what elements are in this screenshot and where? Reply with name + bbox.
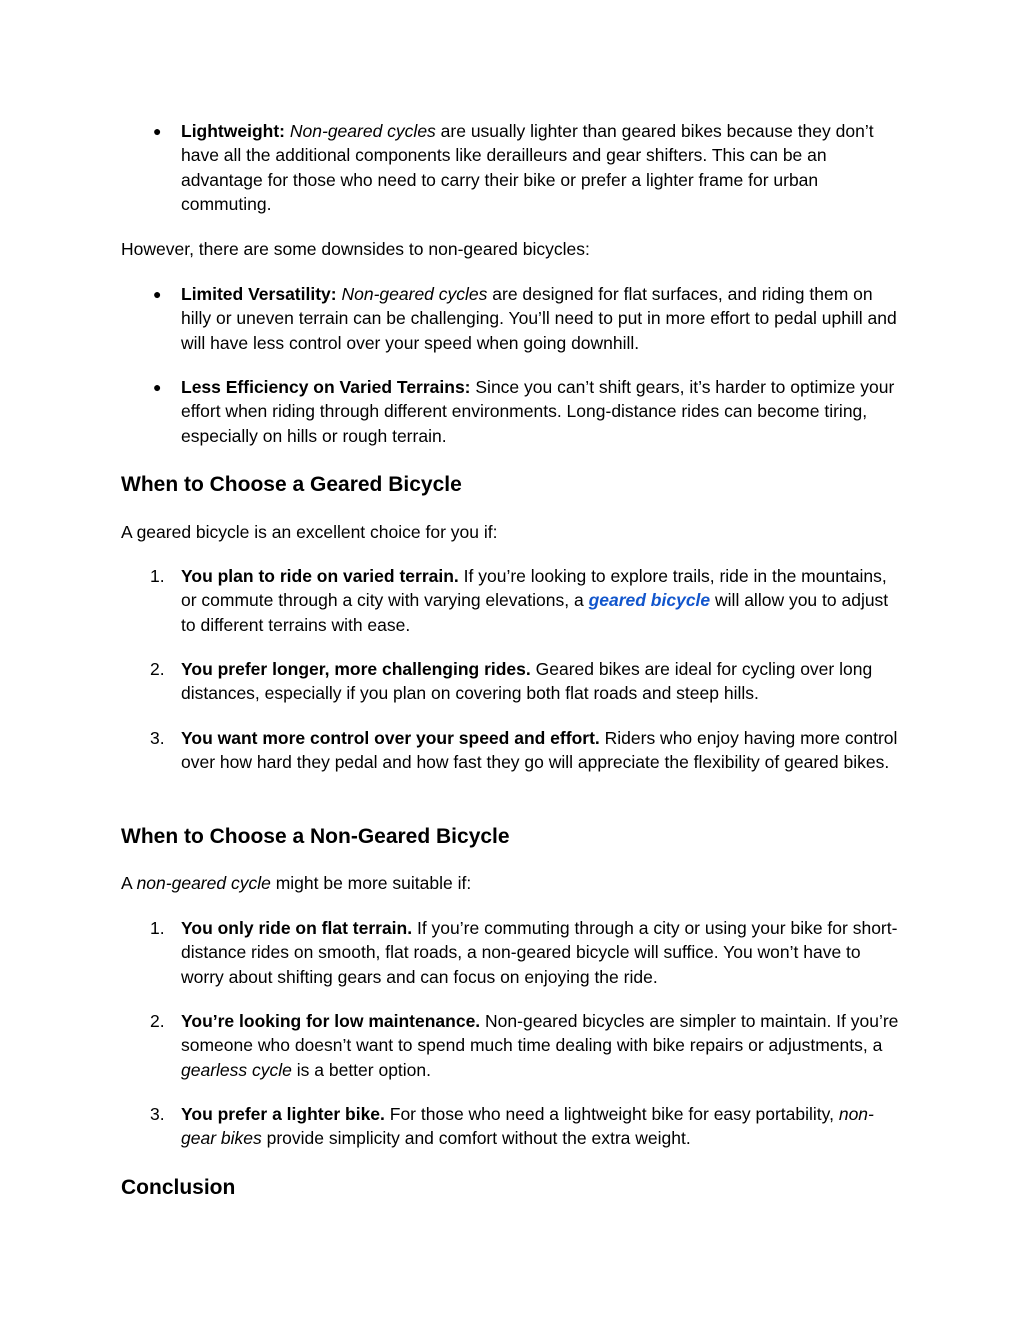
list-item-nongeared-2 bbox=[150, 1009, 901, 1082]
intro-italic-term: non-geared cycle bbox=[136, 873, 271, 893]
item-text-after: is a better option. bbox=[291, 1059, 432, 1080]
item-text: Geared bikes are ideal for cycling over long distances, especially if you plan on covering both flat roads and steep hills. bbox=[181, 659, 873, 704]
bullet-marker: ● bbox=[153, 286, 162, 302]
item-bold-label: You’re looking for low maintenance. bbox=[181, 1011, 481, 1031]
item-bold-label: Lightweight: bbox=[181, 121, 286, 141]
item-text-after: provide simplicity and comfort without the extra weight. bbox=[261, 1128, 691, 1149]
item-text: If you’re commuting through a city or using your bike for short-distance rides on smooth, flat roads, a non-geared bicycle will suffice. You won’t have to worry about shifting gears and can focus on enjoying the ride. bbox=[181, 918, 898, 987]
section-heading-nongeared: When to Choose a Non-Geared Bicycle bbox=[121, 825, 510, 848]
item-text: Riders who enjoy having more control over how hard they pedal and how fast they go will appreciate the flexibility of geared bikes. bbox=[181, 728, 898, 773]
downsides-intro: However, there are some downsides to non-geared bicycles: bbox=[121, 239, 590, 259]
item-italic-term: gearless cycle bbox=[181, 1059, 292, 1080]
section-heading-geared: When to Choose a Geared Bicycle bbox=[121, 473, 462, 496]
item-text-before: If you’re looking to explore trails, ride in the mountains, or commute through a city with varying elevations, a bbox=[181, 566, 887, 611]
section-heading-conclusion: Conclusion bbox=[121, 1176, 236, 1199]
list-item-lightweight bbox=[153, 119, 901, 217]
nongeared-intro bbox=[121, 871, 901, 895]
list-item-geared-1 bbox=[150, 564, 901, 637]
list-item-geared-3 bbox=[150, 726, 901, 775]
item-italic-term: Non-geared cycles bbox=[289, 121, 436, 141]
item-text-before: For those who need a lightweight bike for easy portability, bbox=[384, 1104, 839, 1124]
number-marker: 2. bbox=[150, 1011, 165, 1031]
item-italic-term: Non-geared cycles bbox=[341, 284, 488, 304]
intro-text-after: might be more suitable if: bbox=[270, 873, 472, 893]
item-bold-label: You want more control over your speed and effort. bbox=[181, 728, 600, 748]
bullet-marker: ● bbox=[153, 123, 162, 139]
list-item-less-efficiency bbox=[153, 375, 901, 448]
item-bold-label: Less Efficiency on Varied Terrains: bbox=[181, 377, 471, 397]
item-bold-label: Limited Versatility: bbox=[181, 284, 337, 304]
number-marker: 2. bbox=[150, 659, 165, 679]
intro-text-before: A bbox=[121, 873, 137, 893]
number-marker: 3. bbox=[150, 728, 165, 748]
item-text: Since you can’t shift gears, it’s harder to optimize your effort when riding through different environments. Long-distance rides can become tiring, especially on hills or rough terrain. bbox=[181, 377, 895, 446]
number-marker: 3. bbox=[150, 1104, 165, 1124]
list-item-limited-versatility bbox=[153, 282, 901, 355]
item-bold-label: You plan to ride on varied terrain. bbox=[181, 566, 459, 586]
number-marker: 1. bbox=[150, 918, 165, 938]
item-italic-term: non-gear bikes bbox=[181, 1104, 874, 1149]
item-bold-label: You prefer a lighter bike. bbox=[181, 1104, 385, 1124]
geared-intro: A geared bicycle is an excellent choice for you if: bbox=[121, 522, 498, 542]
bullet-marker: ● bbox=[153, 379, 162, 395]
item-text-before: Non-geared bicycles are simpler to maintain. If you’re someone who doesn’t want to spend much time dealing with bike repairs or adjustments, a bbox=[181, 1011, 899, 1056]
item-text-after: will allow you to adjust to different terrains with ease. bbox=[181, 590, 889, 635]
item-text: are usually lighter than geared bikes because they don’t have all the additional components like derailleurs and gear shifters. This can be an advantage for those who need to carry their bike or prefer a lighter frame for urban commuting. bbox=[181, 121, 874, 215]
item-bold-label: You only ride on flat terrain. bbox=[181, 918, 413, 938]
list-item-nongeared-3 bbox=[150, 1102, 901, 1151]
list-item-geared-2 bbox=[150, 657, 901, 706]
geared-bicycle-link[interactable]: geared bicycle bbox=[588, 590, 711, 611]
item-text: are designed for flat surfaces, and riding them on hilly or uneven terrain can be challenging. You’ll need to put in more effort to pedal uphill and will have less control over your speed when going downhill. bbox=[181, 284, 897, 353]
number-marker: 1. bbox=[150, 566, 165, 586]
item-bold-label: You prefer longer, more challenging rides. bbox=[181, 659, 531, 679]
list-item-nongeared-1 bbox=[150, 916, 901, 989]
